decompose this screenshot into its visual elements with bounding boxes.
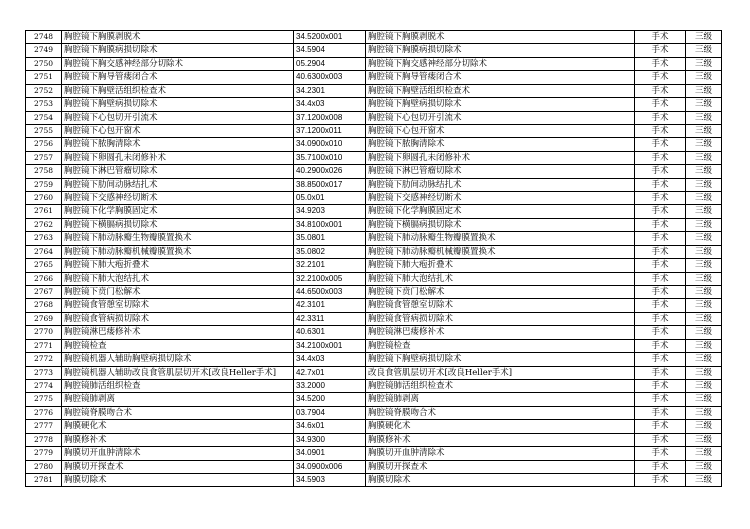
table-row [26,151,722,164]
table-row [26,192,722,205]
standard-name-cell: 胸腔镜下胸交感神经部分切除术 [366,57,635,70]
category-cell: 手术 [635,124,686,137]
procedure-code-cell: 05.0x01 [294,192,366,205]
procedure-code-cell: 34.0900x010 [294,138,366,151]
category-cell: 手术 [635,84,686,97]
standard-name-cell: 胸腔镜淋巴瘘修补术 [366,326,635,339]
level-cell: 三级 [686,84,722,97]
procedure-name-cell: 胸腔镜下卵圆孔未闭修补术 [62,151,294,164]
row-number-cell: 2748 [26,31,62,44]
category-cell: 手术 [635,44,686,57]
procedure-code-cell: 03.7904 [294,406,366,419]
level-cell: 三级 [686,124,722,137]
standard-name-cell: 胸腔镜食管病损切除术 [366,312,635,325]
procedure-name-cell: 胸腔镜食管病损切除术 [62,312,294,325]
row-number-cell: 2752 [26,84,62,97]
standard-name-cell: 胸腔镜下交感神经切断术 [366,192,635,205]
row-number-cell: 2756 [26,138,62,151]
category-cell: 手术 [635,151,686,164]
row-number-cell: 2776 [26,406,62,419]
level-cell: 三级 [686,71,722,84]
category-cell: 手术 [635,286,686,299]
level-cell: 三级 [686,232,722,245]
table-row [26,299,722,312]
procedure-code-cell: 33.2000 [294,379,366,392]
category-cell: 手术 [635,379,686,392]
table-row [26,272,722,285]
table-row [26,312,722,325]
row-number-cell: 2775 [26,393,62,406]
level-cell: 三级 [686,393,722,406]
procedure-code-cell: 32.2100x005 [294,272,366,285]
row-number-cell: 2769 [26,312,62,325]
standard-name-cell: 胸膜切开探查术 [366,460,635,473]
category-cell: 手术 [635,259,686,272]
procedure-code-cell: 42.3311 [294,312,366,325]
level-cell: 三级 [686,326,722,339]
table-row [26,473,722,486]
row-number-cell: 2763 [26,232,62,245]
category-cell: 手术 [635,366,686,379]
procedure-name-cell: 胸膜切开血肿清除术 [62,447,294,460]
table-row [26,353,722,366]
row-number-cell: 2759 [26,178,62,191]
category-cell: 手术 [635,433,686,446]
row-number-cell: 2781 [26,473,62,486]
level-cell: 三级 [686,312,722,325]
standard-name-cell: 胸腔镜下肺动脉瓣机械瓣膜置换术 [366,245,635,258]
standard-name-cell: 胸膜切除术 [366,473,635,486]
procedure-code-cell: 34.2100x001 [294,339,366,352]
table-row [26,420,722,433]
table-row [26,379,722,392]
row-number-cell: 2779 [26,447,62,460]
procedure-table [25,30,722,487]
table-row [26,165,722,178]
level-cell: 三级 [686,299,722,312]
table-row [26,205,722,218]
procedure-name-cell: 胸腔镜下淋巴管瘤切除术 [62,165,294,178]
procedure-name-cell: 胸腔镜下胸壁活组织检查术 [62,84,294,97]
category-cell: 手术 [635,245,686,258]
standard-name-cell: 胸腔镜肺活组织检查术 [366,379,635,392]
row-number-cell: 2764 [26,245,62,258]
level-cell: 三级 [686,205,722,218]
level-cell: 三级 [686,151,722,164]
standard-name-cell: 胸腔镜食管憩室切除术 [366,299,635,312]
standard-name-cell: 胸腔镜下胸壁病损切除术 [366,98,635,111]
procedure-code-cell: 34.8100x001 [294,218,366,231]
procedure-name-cell: 胸腔镜机器人辅助改良食管肌层切开术[改良Heller手术] [62,366,294,379]
procedure-name-cell: 胸腔镜下胸导管瘘闭合术 [62,71,294,84]
standard-name-cell: 胸腔镜下胸膜病损切除术 [366,44,635,57]
table-row [26,339,722,352]
level-cell: 三级 [686,178,722,191]
procedure-name-cell: 胸膜修补术 [62,433,294,446]
category-cell: 手术 [635,57,686,70]
level-cell: 三级 [686,379,722,392]
table-row [26,84,722,97]
row-number-cell: 2773 [26,366,62,379]
level-cell: 三级 [686,353,722,366]
level-cell: 三级 [686,272,722,285]
procedure-code-cell: 34.9300 [294,433,366,446]
standard-name-cell: 胸腔镜下肺大泡结扎术 [366,272,635,285]
table-row [26,406,722,419]
row-number-cell: 2754 [26,111,62,124]
procedure-name-cell: 胸腔镜机器人辅助胸壁病损切除术 [62,353,294,366]
procedure-code-cell: 34.5200 [294,393,366,406]
procedure-name-cell: 胸腔镜下贲门松解术 [62,286,294,299]
category-cell: 手术 [635,339,686,352]
level-cell: 三级 [686,218,722,231]
standard-name-cell: 胸腔镜检查 [366,339,635,352]
level-cell: 三级 [686,406,722,419]
procedure-name-cell: 胸腔镜下肺动脉瓣生物瓣膜置换术 [62,232,294,245]
standard-name-cell: 胸腔镜下胸导管瘘闭合术 [366,71,635,84]
procedure-name-cell: 胸腔镜肺剥离 [62,393,294,406]
level-cell: 三级 [686,165,722,178]
procedure-code-cell: 37.1200x008 [294,111,366,124]
row-number-cell: 2780 [26,460,62,473]
procedure-name-cell: 胸腔镜下心包切开引流术 [62,111,294,124]
table-row [26,433,722,446]
table-row [26,286,722,299]
procedure-name-cell: 胸腔镜下交感神经切断术 [62,192,294,205]
row-number-cell: 2761 [26,205,62,218]
procedure-name-cell: 胸腔镜脊膜吻合术 [62,406,294,419]
category-cell: 手术 [635,420,686,433]
table-row [26,178,722,191]
row-number-cell: 2772 [26,353,62,366]
procedure-code-cell: 34.5200x001 [294,31,366,44]
procedure-name-cell: 胸腔镜食管憩室切除术 [62,299,294,312]
table-row [26,124,722,137]
procedure-name-cell: 胸腔镜淋巴瘘修补术 [62,326,294,339]
category-cell: 手术 [635,31,686,44]
procedure-code-cell: 35.0802 [294,245,366,258]
procedure-name-cell: 胸膜切开探查术 [62,460,294,473]
row-number-cell: 2757 [26,151,62,164]
row-number-cell: 2751 [26,71,62,84]
procedure-code-cell: 34.2301 [294,84,366,97]
standard-name-cell: 胸腔镜下肋间动脉结扎术 [366,178,635,191]
row-number-cell: 2767 [26,286,62,299]
standard-name-cell: 胸腔镜下横膈病损切除术 [366,218,635,231]
category-cell: 手术 [635,178,686,191]
procedure-name-cell: 胸腔镜下化学胸膜固定术 [62,205,294,218]
category-cell: 手术 [635,218,686,231]
row-number-cell: 2766 [26,272,62,285]
standard-name-cell: 胸腔镜下胸壁病损切除术 [366,353,635,366]
category-cell: 手术 [635,393,686,406]
category-cell: 手术 [635,71,686,84]
procedure-name-cell: 胸腔镜肺活组织检查 [62,379,294,392]
procedure-name-cell: 胸腔镜下肺大疱折叠术 [62,259,294,272]
level-cell: 三级 [686,259,722,272]
level-cell: 三级 [686,111,722,124]
level-cell: 三级 [686,420,722,433]
row-number-cell: 2768 [26,299,62,312]
standard-name-cell: 胸腔镜下淋巴管瘤切除术 [366,165,635,178]
table-row [26,366,722,379]
category-cell: 手术 [635,111,686,124]
row-number-cell: 2755 [26,124,62,137]
table-row [26,447,722,460]
row-number-cell: 2760 [26,192,62,205]
level-cell: 三级 [686,473,722,486]
procedure-code-cell: 44.6500x003 [294,286,366,299]
level-cell: 三级 [686,366,722,379]
table-row [26,57,722,70]
procedure-name-cell: 胸腔镜下胸壁病损切除术 [62,98,294,111]
standard-name-cell: 胸腔镜下卵圆孔未闭修补术 [366,151,635,164]
procedure-code-cell: 34.4x03 [294,98,366,111]
row-number-cell: 2749 [26,44,62,57]
table-row [26,138,722,151]
table-row [26,98,722,111]
standard-name-cell: 胸膜硬化术 [366,420,635,433]
table-row [26,245,722,258]
procedure-name-cell: 胸膜切除术 [62,473,294,486]
procedure-code-cell: 34.5903 [294,473,366,486]
row-number-cell: 2758 [26,165,62,178]
standard-name-cell: 胸膜修补术 [366,433,635,446]
level-cell: 三级 [686,433,722,446]
level-cell: 三级 [686,447,722,460]
table-row [26,218,722,231]
procedure-code-cell: 38.8500x017 [294,178,366,191]
category-cell: 手术 [635,205,686,218]
procedure-name-cell: 胸腔镜下肺动脉瓣机械瓣膜置换术 [62,245,294,258]
standard-name-cell: 胸腔镜下心包切开引流术 [366,111,635,124]
table-row [26,31,722,44]
standard-name-cell: 胸腔镜下胸膜剥脱术 [366,31,635,44]
category-cell: 手术 [635,192,686,205]
standard-name-cell: 胸腔镜下贲门松解术 [366,286,635,299]
procedure-code-cell: 34.6x01 [294,420,366,433]
procedure-code-cell: 34.0901 [294,447,366,460]
level-cell: 三级 [686,57,722,70]
procedure-table-body [26,31,722,487]
procedure-code-cell: 35.7100x010 [294,151,366,164]
level-cell: 三级 [686,98,722,111]
category-cell: 手术 [635,98,686,111]
category-cell: 手术 [635,138,686,151]
standard-name-cell: 胸腔镜下心包开窗术 [366,124,635,137]
row-number-cell: 2778 [26,433,62,446]
procedure-name-cell: 胸腔镜下心包开窗术 [62,124,294,137]
procedure-code-cell: 34.5904 [294,44,366,57]
category-cell: 手术 [635,460,686,473]
standard-name-cell: 胸腔镜下胸壁活组织检查术 [366,84,635,97]
procedure-name-cell: 胸腔镜下肺大泡结扎术 [62,272,294,285]
procedure-code-cell: 35.0801 [294,232,366,245]
procedure-code-cell: 40.6301 [294,326,366,339]
category-cell: 手术 [635,447,686,460]
category-cell: 手术 [635,312,686,325]
standard-name-cell: 胸膜切开血肿清除术 [366,447,635,460]
category-cell: 手术 [635,326,686,339]
row-number-cell: 2771 [26,339,62,352]
table-row [26,71,722,84]
table-row [26,111,722,124]
procedure-code-cell: 34.4x03 [294,353,366,366]
procedure-code-cell: 42.3101 [294,299,366,312]
level-cell: 三级 [686,44,722,57]
procedure-name-cell: 胸腔镜下横膈病损切除术 [62,218,294,231]
procedure-table-container [25,30,721,487]
row-number-cell: 2765 [26,259,62,272]
procedure-name-cell: 胸腔镜下胸交感神经部分切除术 [62,57,294,70]
row-number-cell: 2750 [26,57,62,70]
procedure-code-cell: 42.7x01 [294,366,366,379]
category-cell: 手术 [635,353,686,366]
level-cell: 三级 [686,339,722,352]
table-row [26,393,722,406]
procedure-code-cell: 32.2101 [294,259,366,272]
table-row [26,232,722,245]
procedure-name-cell: 胸腔镜下胸膜病损切除术 [62,44,294,57]
procedure-name-cell: 胸膜硬化术 [62,420,294,433]
procedure-code-cell: 05.2904 [294,57,366,70]
category-cell: 手术 [635,165,686,178]
procedure-name-cell: 胸腔镜检查 [62,339,294,352]
standard-name-cell: 胸腔镜下肺大疱折叠术 [366,259,635,272]
standard-name-cell: 改良食管肌层切开术[改良Heller手术] [366,366,635,379]
level-cell: 三级 [686,192,722,205]
table-row [26,326,722,339]
row-number-cell: 2777 [26,420,62,433]
row-number-cell: 2753 [26,98,62,111]
standard-name-cell: 胸腔镜下脓胸清除术 [366,138,635,151]
procedure-code-cell: 40.2900x026 [294,165,366,178]
table-row [26,460,722,473]
procedure-name-cell: 胸腔镜下胸膜剥脱术 [62,31,294,44]
level-cell: 三级 [686,460,722,473]
procedure-name-cell: 胸腔镜下脓胸清除术 [62,138,294,151]
procedure-name-cell: 胸腔镜下肋间动脉结扎术 [62,178,294,191]
row-number-cell: 2770 [26,326,62,339]
standard-name-cell: 胸腔镜肺剥离 [366,393,635,406]
table-row [26,44,722,57]
standard-name-cell: 胸腔镜脊膜吻合术 [366,406,635,419]
row-number-cell: 2774 [26,379,62,392]
level-cell: 三级 [686,138,722,151]
procedure-code-cell: 34.0900x006 [294,460,366,473]
row-number-cell: 2762 [26,218,62,231]
standard-name-cell: 胸腔镜下肺动脉瓣生物瓣膜置换术 [366,232,635,245]
table-row [26,259,722,272]
category-cell: 手术 [635,272,686,285]
level-cell: 三级 [686,286,722,299]
level-cell: 三级 [686,31,722,44]
category-cell: 手术 [635,299,686,312]
level-cell: 三级 [686,245,722,258]
category-cell: 手术 [635,406,686,419]
category-cell: 手术 [635,473,686,486]
procedure-code-cell: 34.9203 [294,205,366,218]
category-cell: 手术 [635,232,686,245]
procedure-code-cell: 40.6300x003 [294,71,366,84]
procedure-code-cell: 37.1200x011 [294,124,366,137]
standard-name-cell: 胸腔镜下化学胸膜固定术 [366,205,635,218]
